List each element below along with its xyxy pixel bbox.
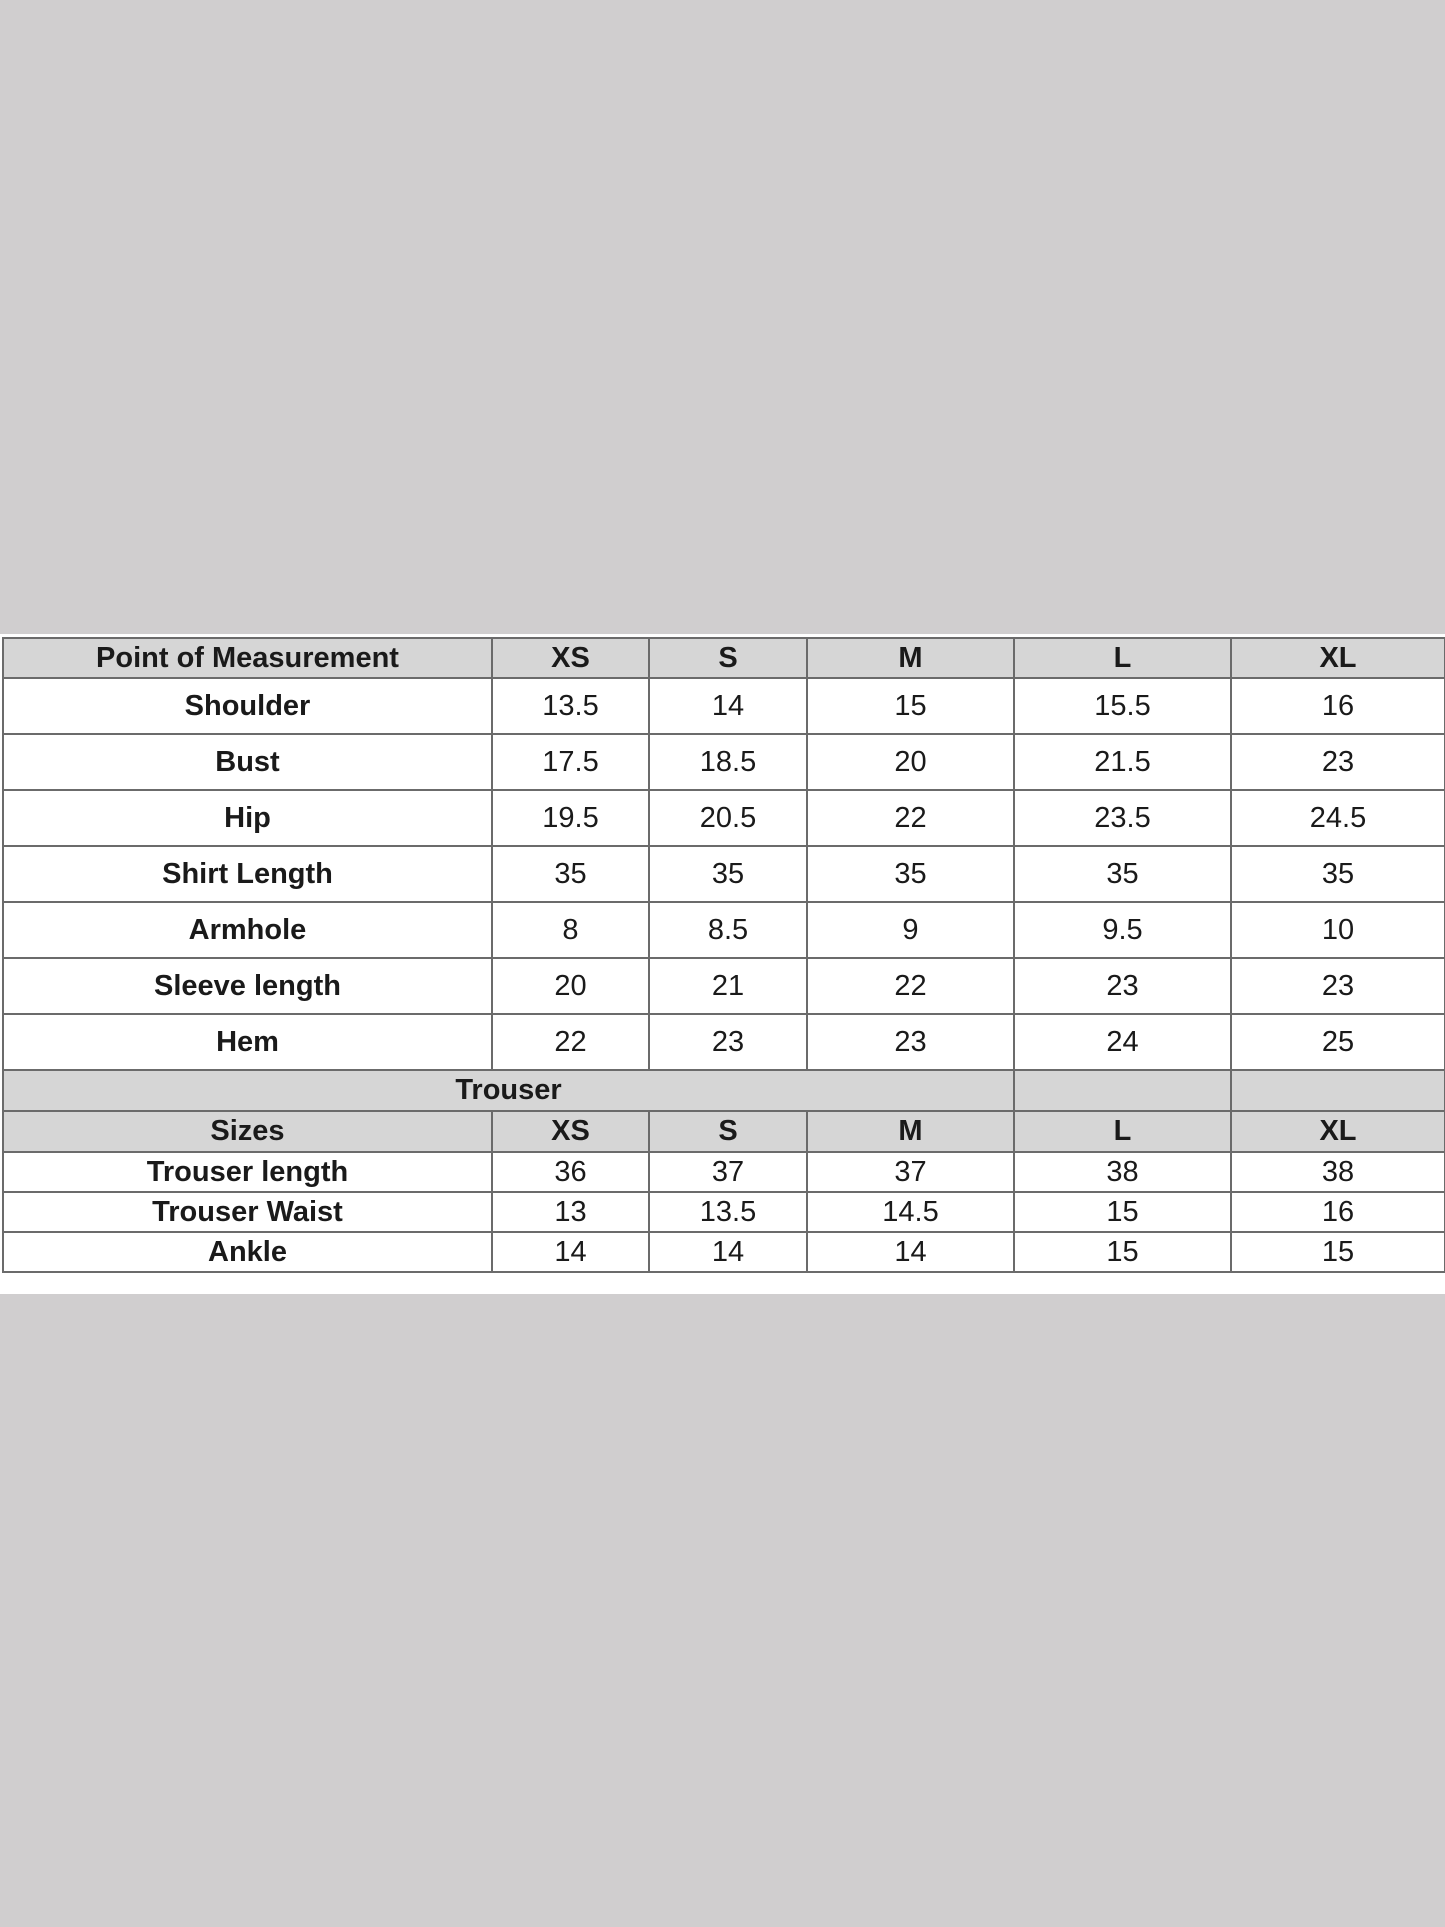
table-cell: 25 bbox=[1231, 1014, 1445, 1070]
size-chart-sheet bbox=[0, 634, 1445, 1294]
table-cell: 24.5 bbox=[1231, 790, 1445, 846]
table-cell: 15.5 bbox=[1014, 678, 1231, 734]
table-cell: 13.5 bbox=[492, 678, 649, 734]
table-cell: 16 bbox=[1231, 1192, 1445, 1232]
table-cell: 15 bbox=[1231, 1232, 1445, 1272]
table-row bbox=[3, 902, 1445, 958]
table-cell: 14.5 bbox=[807, 1192, 1014, 1232]
table-cell: 14 bbox=[649, 1232, 807, 1272]
header-cell: Point of Measurement bbox=[3, 638, 492, 678]
header-cell: M bbox=[807, 638, 1014, 678]
table-cell: 23 bbox=[807, 1014, 1014, 1070]
table-cell: 16 bbox=[1231, 678, 1445, 734]
table-cell: 13 bbox=[492, 1192, 649, 1232]
row-label: Shoulder bbox=[3, 678, 492, 734]
table-cell: 20 bbox=[807, 734, 1014, 790]
table-cell: 14 bbox=[807, 1232, 1014, 1272]
table-cell: 8 bbox=[492, 902, 649, 958]
table-cell: 35 bbox=[807, 846, 1014, 902]
trouser-header-row bbox=[3, 1111, 1445, 1152]
table-cell: 9 bbox=[807, 902, 1014, 958]
table-cell: 38 bbox=[1231, 1152, 1445, 1192]
table-cell: 21 bbox=[649, 958, 807, 1014]
header-cell: S bbox=[649, 1111, 807, 1152]
table-row bbox=[3, 1152, 1445, 1192]
shirt-header-row bbox=[3, 638, 1445, 678]
table-cell: 9.5 bbox=[1014, 902, 1231, 958]
header-cell: XS bbox=[492, 638, 649, 678]
table-row bbox=[3, 1232, 1445, 1272]
table-cell: 37 bbox=[649, 1152, 807, 1192]
header-cell: L bbox=[1014, 1111, 1231, 1152]
table-cell: 18.5 bbox=[649, 734, 807, 790]
row-label: Trouser length bbox=[3, 1152, 492, 1192]
row-label: Bust bbox=[3, 734, 492, 790]
table-cell: 38 bbox=[1014, 1152, 1231, 1192]
table-cell: 21.5 bbox=[1014, 734, 1231, 790]
table-cell: 23 bbox=[1014, 958, 1231, 1014]
empty-cell bbox=[1014, 1070, 1231, 1111]
table-row bbox=[3, 734, 1445, 790]
header-cell: XL bbox=[1231, 1111, 1445, 1152]
table-row bbox=[3, 958, 1445, 1014]
row-label: Hem bbox=[3, 1014, 492, 1070]
table-cell: 22 bbox=[807, 790, 1014, 846]
table-cell: 17.5 bbox=[492, 734, 649, 790]
empty-cell bbox=[1231, 1070, 1445, 1111]
table-cell: 23 bbox=[649, 1014, 807, 1070]
table-cell: 35 bbox=[1014, 846, 1231, 902]
table-cell: 13.5 bbox=[649, 1192, 807, 1232]
table-row bbox=[3, 678, 1445, 734]
row-label: Trouser Waist bbox=[3, 1192, 492, 1232]
table-cell: 10 bbox=[1231, 902, 1445, 958]
table-cell: 15 bbox=[807, 678, 1014, 734]
header-cell: Sizes bbox=[3, 1111, 492, 1152]
table-row bbox=[3, 1192, 1445, 1232]
row-label: Ankle bbox=[3, 1232, 492, 1272]
table-cell: 24 bbox=[1014, 1014, 1231, 1070]
table-cell: 14 bbox=[649, 678, 807, 734]
trouser-section-row bbox=[3, 1070, 1445, 1111]
header-cell: L bbox=[1014, 638, 1231, 678]
table-cell: 35 bbox=[492, 846, 649, 902]
header-cell: XS bbox=[492, 1111, 649, 1152]
header-cell: XL bbox=[1231, 638, 1445, 678]
size-chart-table bbox=[2, 637, 1445, 1273]
row-label: Sleeve length bbox=[3, 958, 492, 1014]
table-cell: 22 bbox=[492, 1014, 649, 1070]
table-row bbox=[3, 1014, 1445, 1070]
table-cell: 20.5 bbox=[649, 790, 807, 846]
table-cell: 23 bbox=[1231, 958, 1445, 1014]
table-row bbox=[3, 846, 1445, 902]
table-cell: 23.5 bbox=[1014, 790, 1231, 846]
row-label: Armhole bbox=[3, 902, 492, 958]
table-cell: 36 bbox=[492, 1152, 649, 1192]
table-cell: 19.5 bbox=[492, 790, 649, 846]
header-cell: M bbox=[807, 1111, 1014, 1152]
row-label: Shirt Length bbox=[3, 846, 492, 902]
table-cell: 35 bbox=[649, 846, 807, 902]
section-title: Trouser bbox=[3, 1070, 1014, 1111]
table-cell: 20 bbox=[492, 958, 649, 1014]
table-cell: 22 bbox=[807, 958, 1014, 1014]
row-label: Hip bbox=[3, 790, 492, 846]
table-cell: 8.5 bbox=[649, 902, 807, 958]
table-cell: 14 bbox=[492, 1232, 649, 1272]
table-cell: 35 bbox=[1231, 846, 1445, 902]
table-cell: 37 bbox=[807, 1152, 1014, 1192]
table-cell: 15 bbox=[1014, 1192, 1231, 1232]
table-cell: 23 bbox=[1231, 734, 1445, 790]
header-cell: S bbox=[649, 638, 807, 678]
table-cell: 15 bbox=[1014, 1232, 1231, 1272]
table-row bbox=[3, 790, 1445, 846]
